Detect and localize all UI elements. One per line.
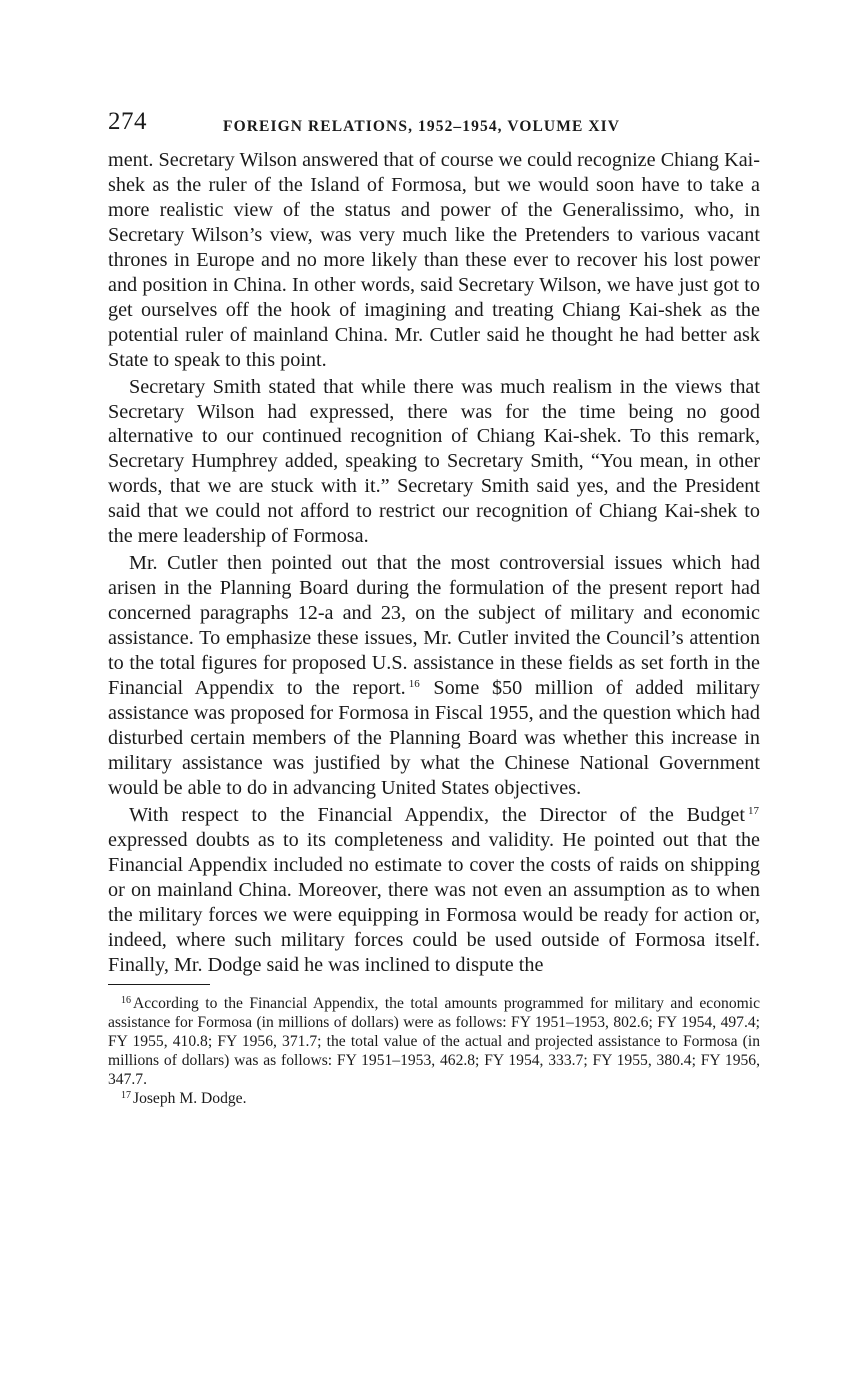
paragraph-text: With respect to the Financial Appendix, the Director of the Budget bbox=[129, 803, 745, 826]
paragraph: Secretary Smith stated that while there was much realism in the views that Secretary Wilson had expressed, there was for the time being no good alternative to our continued recognition of Chiang Kai-shek. To this remark, Secretary Humphrey added, speaking to Secretary Smith, “You mean, in other words, that we are stuck with it.” Secretary Smith said yes, and the President said that we could not afford to restrict our recognition of Chiang Kai-shek to the mere leadership of Formosa. bbox=[108, 375, 760, 548]
footnote-divider bbox=[108, 984, 210, 985]
page-number: 274 bbox=[108, 108, 147, 135]
footnote-text: Joseph M. Dodge. bbox=[133, 1090, 247, 1108]
footnote-number: 16 bbox=[121, 994, 131, 1006]
paragraph-text: Mr. Cutler then pointed out that the most controversial issues which had arisen in the Planning Board during the formulation of the present report had concerned paragraphs 12-a and 23, on the subject of military and economic assistance. To emphasize these issues, Mr. Cutler invited the Council’s attention to the total figures for proposed U.S. assistance in these fields as set forth in the Financial Appendix to the report. bbox=[108, 552, 760, 700]
document-page bbox=[108, 108, 760, 1108]
running-title: FOREIGN RELATIONS, 1952–1954, VOLUME XIV bbox=[223, 118, 621, 135]
running-head bbox=[108, 108, 760, 148]
paragraph-continued: ment. Secretary Wilson answered that of course we could recognize Chiang Kai-shek as the ruler of the Island of Formosa, but we would soon have to take a more realistic view of the status and power of the Generalissimo, who, in Secretary Wilson’s view, was very much like the Pretenders to various vacant thrones in Europe and no more likely than these ever to recover his lost power and position in China. In other words, said Secretary Wilson, we have just got to get ourselves off the hook of imagining and treating Chiang Kai-shek as the potential ruler of mainland China. Mr. Cutler said he thought he had better ask State to speak to this point. bbox=[108, 149, 760, 371]
footnote bbox=[108, 994, 760, 1089]
paragraph bbox=[108, 803, 760, 978]
paragraph-text: expressed doubts as to its completeness and validity. He pointed out that the Financial Appendix included no estimate to cover the costs of raids on shipping or on mainland China. Moreover, there was not even an assumption as to when the military forces we were equipping in Formosa would be ready for action or, indeed, where such military forces could be used outside of Formosa itself. Finally, Mr. Dodge said he was inclined to dispute the bbox=[108, 828, 760, 976]
footnotes bbox=[108, 994, 760, 1108]
footnote-text: According to the Financial Appendix, the total amounts programmed for military and economic assistance for Formosa (in millions of dollars) were as follows: FY 1951–1953, 802.6; FY 1954, 497.4; FY 1955, 410.8; FY 1956, 371.7; the total value of the actual and projected assistance to Formosa (in millions of dollars) was as follows: FY 1951–1953, 462.8; FY 1954, 333.7; FY 1955, 380.4; FY 1956, 347.7. bbox=[108, 995, 760, 1089]
footnote bbox=[108, 1089, 760, 1108]
body-text bbox=[108, 148, 760, 977]
footnote-reference[interactable]: 17 bbox=[748, 805, 759, 818]
footnote-number: 17 bbox=[121, 1089, 131, 1101]
footnote-reference[interactable]: 16 bbox=[408, 678, 420, 691]
paragraph bbox=[108, 551, 760, 801]
paragraph-text: Some $50 million of added military assistance was proposed for Formosa in Fiscal 1955, and the question which had disturbed certain members of the Planning Board was whether this increase in military assistance was justified by what the Chinese National Government would be able to do in advancing United States objectives. bbox=[108, 677, 760, 799]
